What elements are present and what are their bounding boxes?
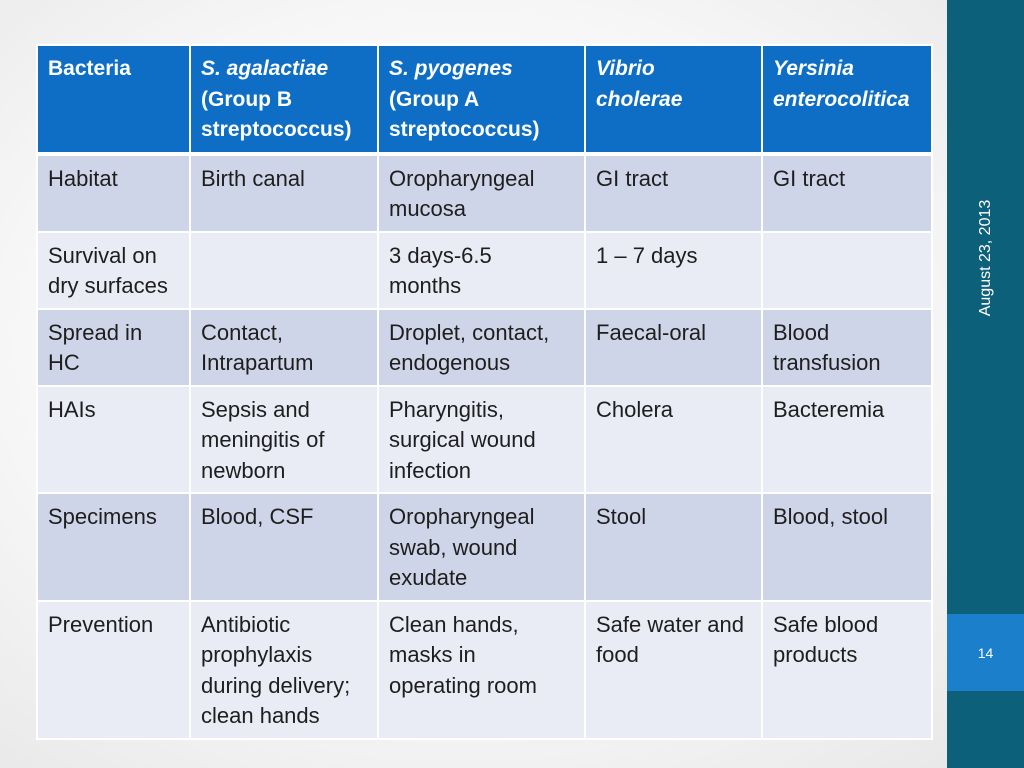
row-label-line: Spread in: [48, 319, 143, 345]
table-cell: [762, 232, 932, 309]
header-line: enterocolitica: [773, 87, 910, 111]
table-cell: [190, 309, 378, 386]
row-label-line: HC: [48, 350, 80, 375]
cell-line: Birth canal: [201, 165, 305, 191]
cell-line: masks in: [389, 642, 476, 667]
table-cell: [585, 493, 762, 601]
table-cell: [378, 601, 585, 739]
table-cell: [585, 601, 762, 739]
header-s-agalactiae: [190, 45, 378, 154]
table-row: [37, 309, 932, 386]
cell-line: operating room: [389, 672, 537, 698]
cell-line: Blood, CSF: [201, 504, 314, 529]
cell-line: months: [389, 273, 462, 298]
cell-line: Safe blood: [773, 611, 879, 637]
table-header: [37, 45, 932, 154]
cell-line: during delivery;: [201, 672, 351, 698]
header-line: cholerae: [596, 87, 683, 111]
table-cell: [762, 154, 932, 232]
cell-line: Blood, stool: [773, 504, 888, 529]
cell-line: Faecal-oral: [596, 319, 707, 345]
table-cell: [378, 309, 585, 386]
row-label-line: dry surfaces: [48, 273, 168, 298]
cell-line: Sepsis and: [201, 396, 310, 422]
cell-line: Stool: [596, 504, 647, 529]
cell-line: 1 – 7 days: [596, 242, 698, 268]
cell-line: meningitis of: [201, 427, 325, 452]
table-cell: [762, 386, 932, 494]
cell-line: Pharyngitis,: [389, 396, 504, 422]
bacteria-table: [36, 44, 933, 740]
table-cell: [378, 386, 585, 494]
table-cell: [190, 154, 378, 232]
cell-line: Clean hands,: [389, 611, 519, 637]
header-line: Vibrio: [596, 57, 655, 80]
row-label-line: Habitat: [48, 165, 118, 191]
header-line: S. agalactiae: [201, 57, 329, 80]
cell-line: endogenous: [389, 350, 511, 375]
table-cell: [190, 386, 378, 494]
header-line: (Group B: [201, 87, 292, 111]
cell-line: newborn: [201, 457, 286, 483]
row-label-line: Specimens: [48, 504, 157, 529]
cell-line: food: [596, 642, 639, 667]
cell-line: GI tract: [596, 165, 669, 191]
table-cell: [378, 232, 585, 309]
cell-line: prophylaxis: [201, 642, 313, 667]
table-cell: [762, 493, 932, 601]
cell-line: swab, wound: [389, 534, 518, 560]
cell-line: Blood: [773, 319, 830, 345]
header-yersinia-enterocolitica: [762, 45, 932, 154]
table-cell: [190, 232, 378, 309]
table-row: [37, 386, 932, 494]
table-cell: [378, 154, 585, 232]
table-cell: [585, 232, 762, 309]
cell-line: GI tract: [773, 165, 846, 191]
header-line: Yersinia: [773, 57, 854, 80]
table-cell: [762, 601, 932, 739]
table-row: [37, 493, 932, 601]
header-line: (Group A: [389, 87, 480, 111]
header-bacteria: [37, 45, 190, 154]
row-label-line: Prevention: [48, 611, 154, 637]
row-label-cell: [37, 232, 190, 309]
page-number-box: [947, 614, 1024, 691]
header-s-pyogenes: [378, 45, 585, 154]
row-label-cell: [37, 154, 190, 232]
cell-line: Bacteremia: [773, 396, 885, 422]
header-label: Bacteria: [48, 57, 131, 80]
table-row: [37, 232, 932, 309]
cell-line: mucosa: [389, 196, 467, 221]
table-body: [37, 154, 932, 739]
row-label-cell: [37, 493, 190, 601]
table-row: [37, 154, 932, 232]
row-label-cell: [37, 386, 190, 494]
row-label-line: HAIs: [48, 396, 96, 422]
cell-line: Contact,: [201, 319, 283, 345]
slide-table-container: [36, 44, 931, 740]
header-line: streptococcus): [389, 118, 540, 141]
table-cell: [762, 309, 932, 386]
cell-line: surgical wound: [389, 427, 536, 452]
cell-line: transfusion: [773, 350, 881, 375]
table-cell: [585, 386, 762, 494]
row-label-line: Survival on: [48, 242, 157, 268]
cell-line: Oropharyngeal: [389, 504, 535, 529]
table-cell: [190, 601, 378, 739]
cell-line: Cholera: [596, 396, 674, 422]
cell-line: products: [773, 642, 858, 667]
slide-date: August 23, 2013: [977, 199, 994, 317]
table-row: [37, 601, 932, 739]
row-label-cell: [37, 601, 190, 739]
cell-line: clean hands: [201, 703, 320, 728]
cell-line: Oropharyngeal: [389, 165, 535, 191]
table-cell: [585, 154, 762, 232]
cell-line: Intrapartum: [201, 350, 314, 375]
cell-line: infection: [389, 457, 471, 483]
cell-line: Droplet, contact,: [389, 319, 550, 345]
cell-line: exudate: [389, 565, 468, 590]
header-row: [37, 45, 932, 154]
table-cell: [190, 493, 378, 601]
header-vibrio-cholerae: [585, 45, 762, 154]
page-number: 14: [977, 644, 994, 661]
header-line: S. pyogenes: [389, 57, 513, 80]
cell-line: Safe water and: [596, 611, 744, 637]
cell-line: Antibiotic: [201, 611, 291, 637]
cell-line: 3 days-6.5: [389, 242, 492, 268]
table-cell: [378, 493, 585, 601]
row-label-cell: [37, 309, 190, 386]
table-cell: [585, 309, 762, 386]
header-line: streptococcus): [201, 118, 352, 141]
